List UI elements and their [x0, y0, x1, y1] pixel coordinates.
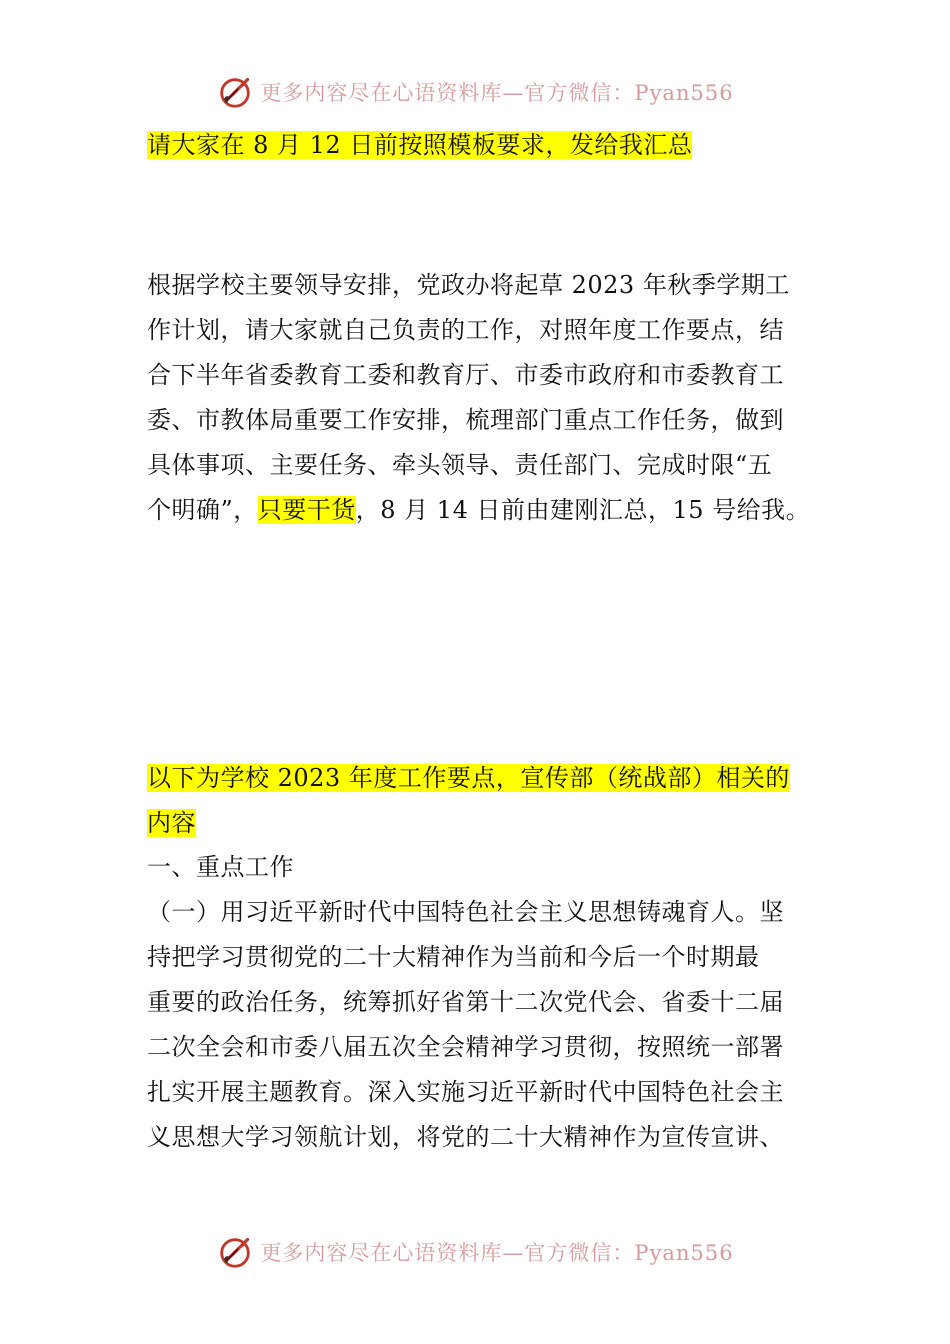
- feather-swirl-logo-icon: [216, 1233, 254, 1271]
- paragraph2-line-4: 二次全会和市委八届五次全会精神学习贯彻，按照统一部署: [147, 1033, 784, 1061]
- section-heading-line-1: [147, 763, 790, 793]
- notice-line: [147, 130, 692, 160]
- paragraph1-line-1: 根据学校主要领导安排，党政办将起草 2023 年秋季学期工: [147, 271, 790, 299]
- feather-swirl-logo-icon: [216, 73, 254, 111]
- section-heading-line-2: [147, 808, 196, 838]
- heading-key-work: 一、重点工作: [147, 853, 294, 881]
- paragraph2-line-2: 持把学习贯彻党的二十大精神作为当前和今后一个时期最: [147, 943, 760, 971]
- paragraph1-last-post: ，8 月 14 日前由建刚汇总，15 号给我。: [355, 496, 811, 524]
- paragraph1-line-3: 合下半年省委教育工委和教育厅、市委市政府和市委教育工: [147, 361, 784, 389]
- highlight-only-essentials: 只要干货: [257, 496, 356, 524]
- paragraph1-last-pre: 个明确”，: [147, 496, 258, 524]
- paragraph2-line-5: 扎实开展主题教育。深入实施习近平新时代中国特色社会主: [147, 1078, 784, 1106]
- section-heading-text-1: 以下为学校 2023 年度工作要点，宣传部（统战部）相关的: [147, 764, 790, 792]
- watermark-footer: [0, 1230, 950, 1274]
- paragraph2-line-6: 义思想大学习领航计划，将党的二十大精神作为宣传宣讲、: [147, 1123, 784, 1151]
- watermark-header: [0, 70, 950, 114]
- paragraph1-line-4: 委、市教体局重要工作安排，梳理部门重点工作任务，做到: [147, 406, 784, 434]
- section-heading-text-2: 内容: [147, 809, 196, 837]
- watermark-text: 更多内容尽在心语资料库—官方微信：Pyan556: [260, 81, 734, 105]
- paragraph2-line-1: （一）用习近平新时代中国特色社会主义思想铸魂育人。坚: [147, 898, 784, 926]
- notice-text: 请大家在 8 月 12 日前按照模板要求，发给我汇总: [147, 131, 693, 159]
- paragraph1-line-6: [147, 495, 810, 525]
- paragraph2-line-3: 重要的政治任务，统筹抓好省第十二次党代会、省委十二届: [147, 988, 784, 1016]
- paragraph1-line-5: 具体事项、主要任务、牵头领导、责任部门、完成时限“五: [147, 451, 773, 479]
- watermark-text: 更多内容尽在心语资料库—官方微信：Pyan556: [260, 1241, 734, 1265]
- paragraph1-line-2: 作计划，请大家就自己负责的工作，对照年度工作要点，结: [147, 316, 784, 344]
